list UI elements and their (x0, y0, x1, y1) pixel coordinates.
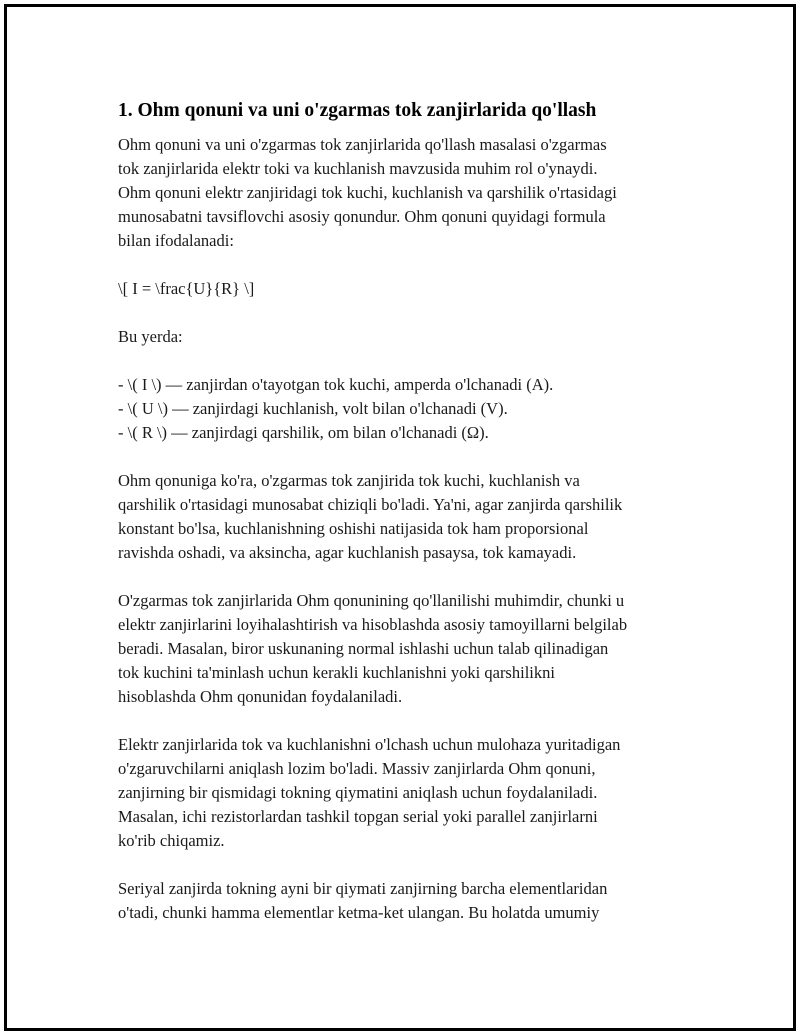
text-line: bilan ifodalanadi: (118, 231, 234, 250)
text-line: konstant bo'lsa, kuchlanishning oshishi natijasida tok ham proporsional (118, 519, 589, 538)
text-line: Ohm qonuniga ko'ra, o'zgarmas tok zanjirida tok kuchi, kuchlanish va (118, 471, 580, 490)
text-line: elektr zanjirlarini loyihalashtirish va hisoblashda asosiy tamoyillarni belgilab (118, 615, 628, 634)
text-line: Seriyal zanjirda tokning ayni bir qiymati zanjirning barcha elementlaridan (118, 879, 608, 898)
definitions-intro-paragraph (118, 325, 698, 349)
text-line: zanjirning bir qismidagi tokning qiymatini aniqlash uchun foydalaniladi. (118, 783, 598, 802)
definitions-list (118, 373, 698, 445)
application-paragraph (118, 589, 698, 709)
text-line: tok kuchini ta'minlash uchun kerakli kuchlanishni yoki qarshilikni (118, 663, 555, 682)
text-line: munosabatni tavsiflovchi asosiy qonundur. Ohm qonuni quyidagi formula (118, 207, 606, 226)
text-line: Masalan, ichi rezistorlardan tashkil topgan serial yoki parallel zanjirlarni (118, 807, 598, 826)
formula-paragraph (118, 277, 698, 301)
text-line: beradi. Masalan, biror uskunaning normal ishlashi uchun talab qilinadigan (118, 639, 609, 658)
list-item: - \( U \) — zanjirdagi kuchlanish, volt bilan o'lchanadi (V). (118, 399, 508, 418)
text-line: tok zanjirlarida elektr toki va kuchlanish mavzusida muhim rol o'ynaydi. (118, 159, 598, 178)
text-line: Ohm qonuni elektr zanjiridagi tok kuchi, kuchlanish va qarshilik o'rtasidagi (118, 183, 617, 202)
text-line: ravishda oshadi, va aksincha, agar kuchlanish pasaysa, tok kamayadi. (118, 543, 577, 562)
document-body (118, 97, 698, 949)
formula-line: \[ I = \frac{U}{R} \] (118, 279, 255, 298)
serial-circuit-paragraph (118, 877, 698, 925)
text-line: o'tadi, chunki hamma elementlar ketma-ket ulangan. Bu holatda umumiy (118, 903, 600, 922)
text-line: Bu yerda: (118, 327, 183, 346)
list-item: - \( R \) — zanjirdagi qarshilik, om bilan o'lchanadi (Ω). (118, 423, 489, 442)
text-line: o'zgaruvchilarni aniqlash lozim bo'ladi. Massiv zanjirlarda Ohm qonuni, (118, 759, 596, 778)
text-line: qarshilik o'rtasidagi munosabat chiziqli bo'ladi. Ya'ni, agar zanjirda qarshilik (118, 495, 623, 514)
text-line: Ohm qonuni va uni o'zgarmas tok zanjirlarida qo'llash masalasi o'zgarmas (118, 135, 607, 154)
measurement-paragraph (118, 733, 698, 853)
text-line: hisoblashda Ohm qonunidan foydalaniladi. (118, 687, 403, 706)
text-line: ko'rib chiqamiz. (118, 831, 225, 850)
text-line: O'zgarmas tok zanjirlarida Ohm qonunining qo'llanilishi muhimdir, chunki u (118, 591, 625, 610)
linear-relation-paragraph (118, 469, 698, 565)
list-item: - \( I \) — zanjirdan o'tayotgan tok kuchi, amperda o'lchanadi (A). (118, 375, 554, 394)
document-page (4, 4, 796, 1031)
text-line: Elektr zanjirlarida tok va kuchlanishni o'lchash uchun mulohaza yuritadigan (118, 735, 621, 754)
intro-paragraph (118, 133, 698, 253)
section-heading: 1. Ohm qonuni va uni o'zgarmas tok zanjirlarida qo'llash (118, 100, 597, 121)
